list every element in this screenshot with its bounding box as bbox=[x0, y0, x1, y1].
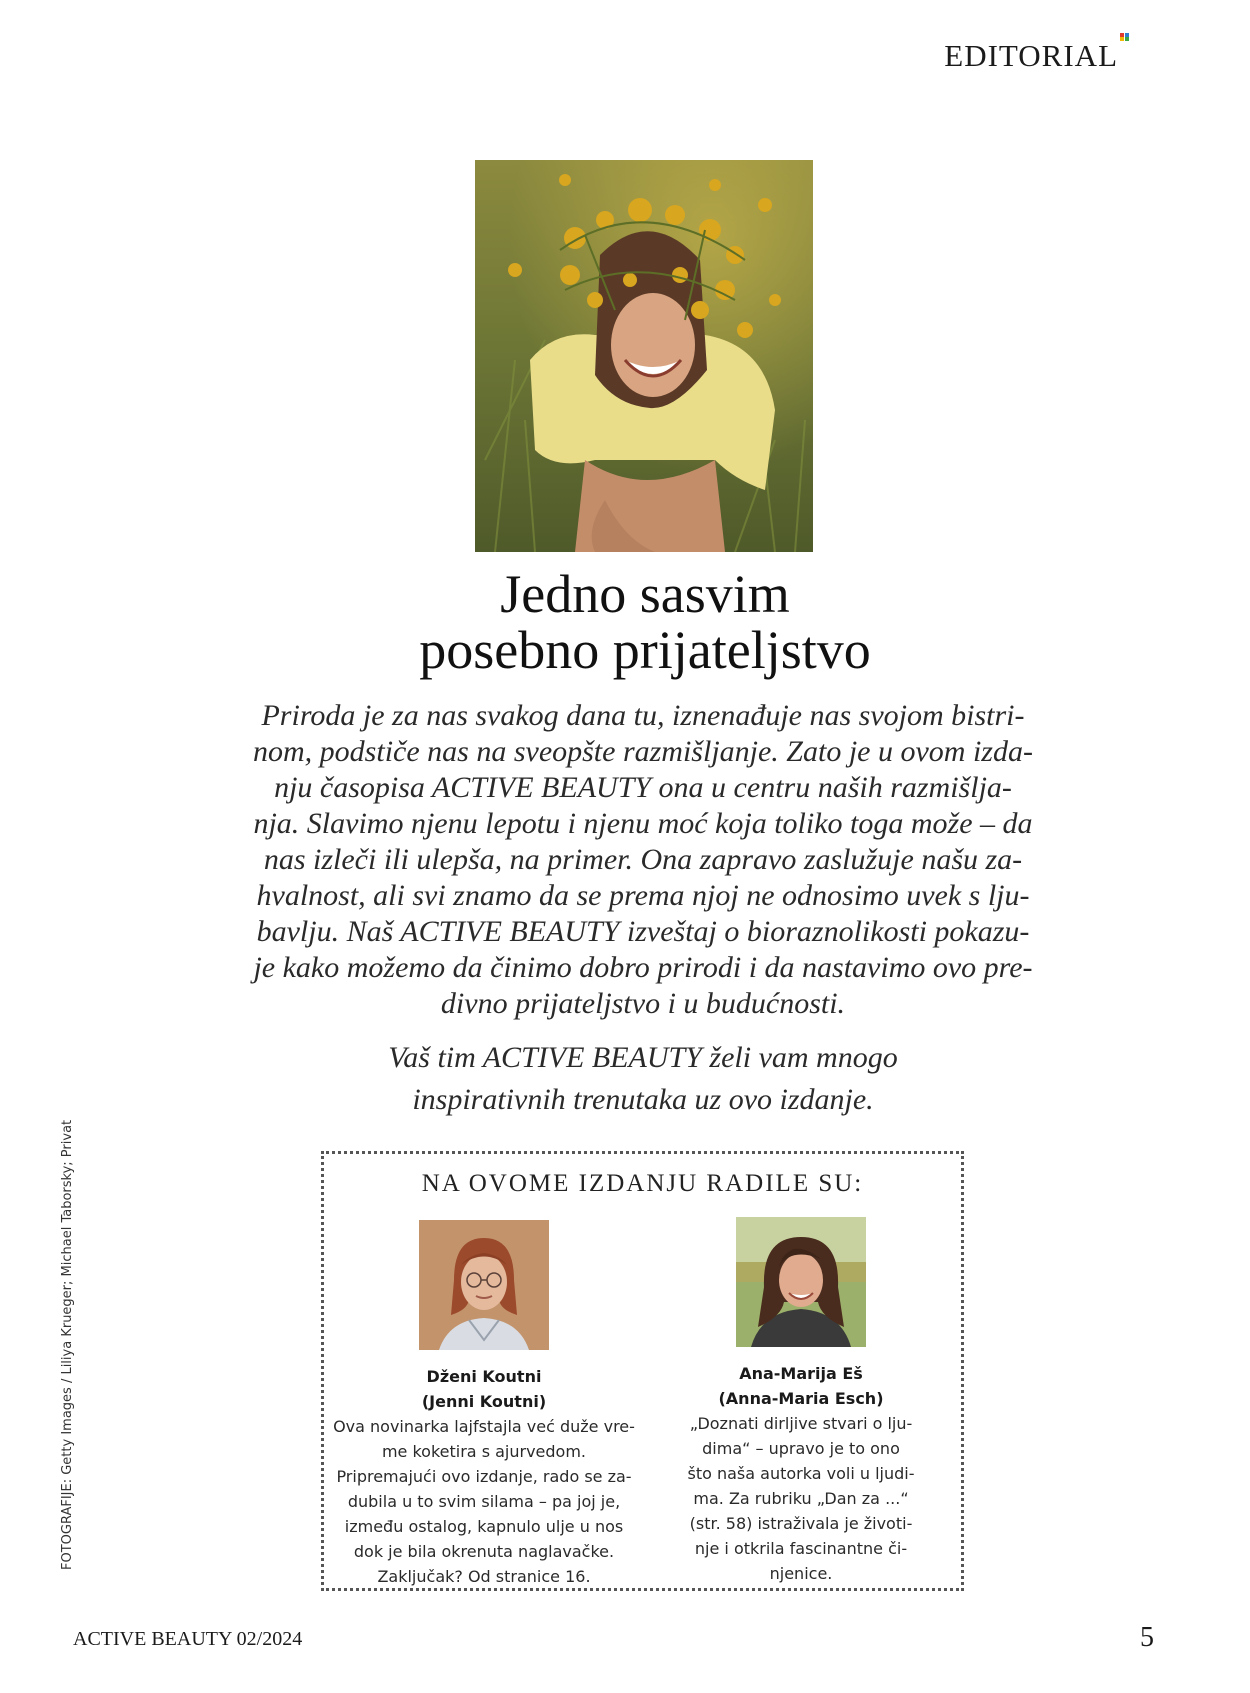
contributors-heading: NA OVOME IZDANJU RADILE SU: bbox=[421, 1170, 864, 1197]
brand-dot bbox=[1125, 37, 1129, 41]
bio-line: „Doznati dirljive stvari o lju- bbox=[689, 1414, 913, 1433]
contributors-box bbox=[321, 1151, 964, 1591]
hero-photo bbox=[475, 160, 813, 552]
title-line: Jedno sasvim bbox=[500, 564, 790, 624]
contributor-name bbox=[324, 1364, 644, 1414]
intro-line: je kako možemo da činimo dobro prirodi i da nastavimo ovo pre- bbox=[253, 951, 1033, 984]
page-number: 5 bbox=[1140, 1622, 1154, 1653]
bio-line: ma. Za rubriku „Dan za ...“ bbox=[693, 1489, 909, 1508]
brand-dots-icon bbox=[1120, 33, 1130, 41]
magazine-issue: ACTIVE BEAUTY 02/2024 bbox=[73, 1628, 303, 1650]
bio-line: Pripremajući ovo izdanje, rado se za- bbox=[336, 1467, 632, 1486]
intro-line: nja. Slavimo njenu lepotu i njenu moć koja toliko toga može – da bbox=[253, 807, 1033, 840]
article-signoff bbox=[238, 1037, 1048, 1121]
contributor-portrait bbox=[736, 1217, 866, 1347]
name-line: (Jenni Koutni) bbox=[421, 1392, 547, 1411]
bio-line: nje i otkrila fascinantne či- bbox=[694, 1539, 908, 1558]
name-line: Ana-Marija Eš bbox=[739, 1364, 863, 1383]
flower-crown-photo-icon bbox=[475, 160, 813, 552]
portrait-photo-icon bbox=[736, 1217, 866, 1347]
bio-line: me koketira s ajurvedom. bbox=[381, 1442, 587, 1461]
bio-line: dima“ – upravo je to ono bbox=[702, 1439, 900, 1458]
bio-line: Ova novinarka lajfstajla već duže vre- bbox=[333, 1417, 635, 1436]
bio-line: između ostalog, kapnulo ulje u nos bbox=[344, 1517, 624, 1536]
signoff-line: inspirativnih trenutaka uz ovo izdanje. bbox=[412, 1083, 874, 1116]
section-label: EDITORIAL bbox=[944, 38, 1118, 73]
bio-line: (str. 58) istraživala je životi- bbox=[689, 1514, 913, 1533]
contributor-bio bbox=[324, 1414, 644, 1589]
intro-line: divno prijateljstvo i u budućnosti. bbox=[440, 987, 846, 1020]
article-intro bbox=[238, 698, 1048, 1022]
article-title bbox=[250, 566, 1040, 678]
intro-line: nju časopisa ACTIVE BEAUTY ona u centru naših razmišlja- bbox=[274, 771, 1012, 804]
intro-line: nom, podstiče nas na sveopšte razmišljanje. Zato je u ovom izda- bbox=[253, 735, 1033, 768]
intro-line: bavlju. Naš ACTIVE BEAUTY izveštaj o bioraznolikosti pokazu- bbox=[256, 915, 1030, 948]
name-line: (Anna-Maria Esch) bbox=[718, 1389, 884, 1408]
contributor-card bbox=[324, 1220, 644, 1589]
bio-line: što naša autorka voli u ljudi- bbox=[687, 1464, 915, 1483]
brand-dot bbox=[1120, 37, 1124, 41]
title-line: posebno prijateljstvo bbox=[419, 620, 871, 680]
intro-line: nas izleči ili ulepša, na primer. Ona zapravo zaslužuje našu za- bbox=[263, 843, 1023, 876]
intro-line: Priroda je za nas svakog dana tu, iznenađuje nas svojom bistri- bbox=[261, 699, 1025, 732]
signoff-line: Vaš tim ACTIVE BEAUTY želi vam mnogo bbox=[388, 1041, 898, 1074]
photo-credit: FOTOGRAFIJE: Getty Images / Liliya Krueger; Michael Taborsky; Privat bbox=[60, 1119, 75, 1570]
bio-line: Zaključak? Od stranice 16. bbox=[377, 1567, 591, 1586]
name-line: Dženi Koutni bbox=[426, 1367, 542, 1386]
bio-line: dubila u to svim silama – pa joj je, bbox=[347, 1492, 621, 1511]
portrait-photo-icon bbox=[419, 1220, 549, 1350]
contributor-card bbox=[641, 1217, 961, 1586]
contributor-bio bbox=[641, 1411, 961, 1586]
contributor-name bbox=[641, 1361, 961, 1411]
bio-line: njenice. bbox=[769, 1564, 833, 1583]
contributor-portrait bbox=[419, 1220, 549, 1350]
bio-line: dok je bila okrenuta naglavačke. bbox=[353, 1542, 615, 1561]
intro-line: hvalnost, ali svi znamo da se prema njoj ne odnosimo uvek s lju- bbox=[256, 879, 1030, 912]
